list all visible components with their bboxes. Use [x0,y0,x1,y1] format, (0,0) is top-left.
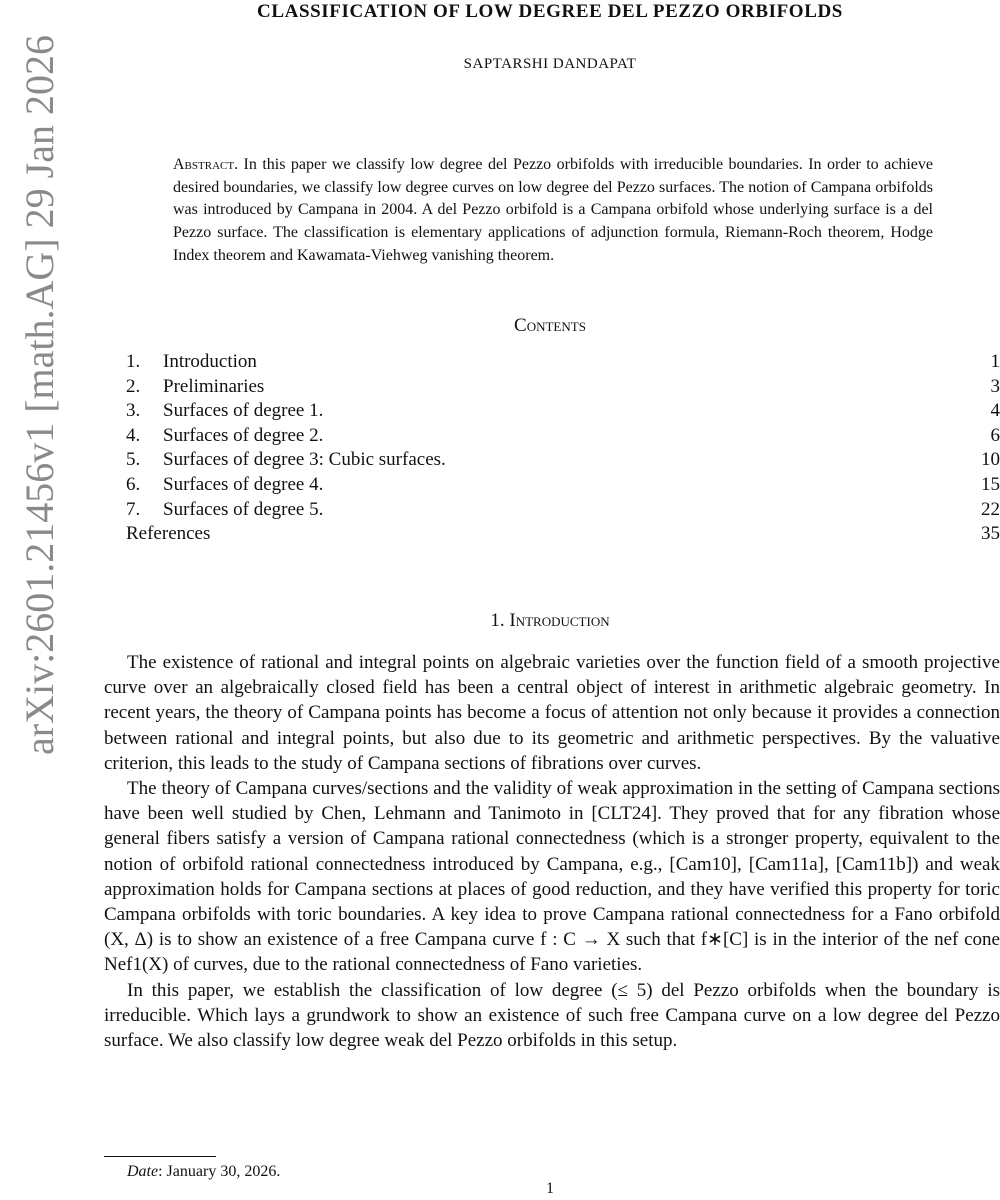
paper-title: CLASSIFICATION OF LOW DEGREE DEL PEZZO ORBIFOLDS [257,1,843,22]
toc-entry[interactable] [126,424,1000,449]
paragraph: In this paper, we establish the classification of low degree (≤ 5) del Pezzo orbifolds when the boundary is irreducible. Which lays a grundwork to show an existence of such free Campana curve on a low degree del Pezzo surface. We also classify low degree weak del Pezzo orbifolds in this setup. [104,979,1000,1052]
abstract-text: In this paper we classify low degree del Pezzo orbifolds with irreducible boundaries. In order to achieve desired boundaries, we classify low degree curves on low degree del Pezzo surfaces. The notion of Campana orbifolds was introduced by Campana in 2004. A del Pezzo orbifold is a Campana orbifold whose underlying surface is a del Pezzo surface. The classification is elementary applications of adjunction formula, Riemann-Roch theorem, Hodge Index theorem and Kawamata-Viehweg vanishing theorem. [173,156,933,264]
section-heading [100,610,1000,632]
toc-entry-page[interactable]: 22 [981,498,1000,520]
toc-entry-number: 7. [126,498,141,520]
footnote-rule [104,1156,216,1157]
toc-entry[interactable] [126,375,1000,400]
toc-entry-page[interactable]: 10 [981,449,1000,471]
abstract [173,154,933,268]
toc-entry-number: 3. [126,400,141,422]
toc-entry-number: 1. [126,351,141,372]
toc-entry-number: 5. [126,449,141,471]
toc-entry[interactable] [126,350,1000,375]
section-number: 1. [490,610,505,631]
toc-entry-number: 2. [126,375,141,397]
section-title: Introduction [509,610,610,631]
toc-entry-title[interactable]: Preliminaries [163,375,265,397]
introduction-body [104,650,1000,1053]
contents-heading: Contents [514,315,586,336]
toc-entry-page[interactable]: 6 [990,424,1000,446]
table-of-contents [126,350,1000,547]
toc-entry-title[interactable]: Surfaces of degree 4. [163,473,324,495]
author-name: SAPTARSHI DANDAPAT [463,56,637,72]
toc-entry-title[interactable]: Surfaces of degree 5. [163,498,324,520]
toc-entry-page[interactable]: 1 [990,351,1000,372]
toc-references[interactable] [126,522,1000,547]
toc-references-page[interactable]: 35 [981,523,1000,545]
toc-entry[interactable] [126,498,1000,523]
toc-entry-title[interactable]: Surfaces of degree 3: Cubic surfaces. [163,449,446,471]
toc-entry-number: 6. [126,473,141,495]
arxiv-identifier: arXiv:2601.21456v1 [math.AG] 29 Jan 2026 [17,35,62,755]
toc-entry-page[interactable]: 4 [990,400,1000,422]
footnote-text: : January 30, 2026. [158,1163,281,1180]
footnote-label: Date [127,1163,159,1180]
abstract-label: Abstract. [173,156,239,173]
toc-entry-number: 4. [126,424,141,446]
toc-entry-page[interactable]: 3 [990,375,1000,397]
paragraph: The existence of rational and integral points on algebraic varieties over the function field of a smooth projective curve over an algebraically closed field has been a central object of interest in arithmetic algebraic geometry. In recent years, the theory of Campana points has become a focus of attention not only because it provides a connection between rational and integral points, but also due to its geometric and arithmetic perspectives. By the valuative criterion, this leads to the study of Campana sections of fibrations over curves. [104,652,1000,774]
toc-entry-page[interactable]: 15 [981,473,1000,495]
toc-entry-title[interactable]: Introduction [163,351,257,372]
toc-entry[interactable] [126,473,1000,498]
toc-entry-title[interactable]: Surfaces of degree 2. [163,424,324,446]
date-footnote [127,1163,927,1181]
toc-entry[interactable] [126,448,1000,473]
toc-references-title[interactable]: References [126,523,211,545]
toc-entry-title[interactable]: Surfaces of degree 1. [163,400,324,422]
toc-entry[interactable] [126,399,1000,424]
paragraph: The theory of Campana curves/sections and the validity of weak approximation in the setting of Campana sections have been well studied by Chen, Lehmann and Tanimoto in [CLT24]. They proved that for any fibration whose general fibers satisfy a version of Campana rational connectedness (which is a stronger property, equivalent to the notion of orbifold rational connectedness introduced by Campana, e.g., [Cam10], [Cam11a], [Cam11b]) and weak approximation holds for Campana sections at places of good reduction, and they have verified this property for toric Campana orbifolds with toric boundaries. A key idea to prove Campana rational connectedness for a Fano orbifold (X, Δ) is to show an existence of a free Campana curve f : C → X such that f∗[C] is in the interior of the nef cone Nef1(X) of curves, due to the rational connectedness of Fano varieties. [104,778,1000,976]
page-number: 1 [546,1180,554,1197]
